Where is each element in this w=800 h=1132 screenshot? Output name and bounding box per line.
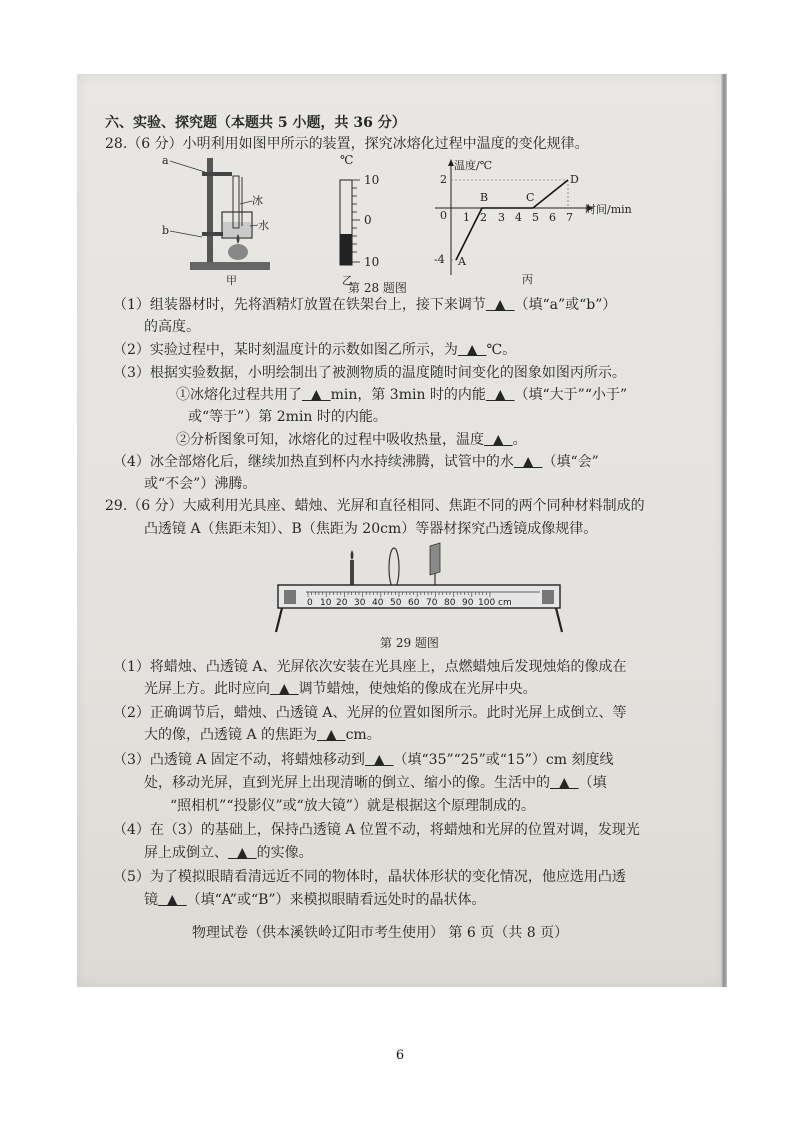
ruler-label-50: 50: [390, 598, 402, 608]
tick-minus10: 10: [364, 255, 380, 269]
q28-part3-2: ②分析图象可知，冰熔化的过程中吸收热量，温度 ▲ 。: [176, 432, 527, 448]
q29-part4: （4）在（3）的基础上，保持凸透镜 A 位置不动，将蜡烛和光屏的位置对调，发现光: [113, 822, 640, 838]
label-bing: 丙: [522, 273, 533, 286]
figure-optical-bench: [270, 540, 570, 635]
q28-part1: （1）组装器材时，先将酒精灯放置在铁架台上，接下来调节 ▲ （填“a”或“b”）: [113, 297, 617, 313]
x-tick-5: 5: [532, 211, 539, 224]
x-tick-7: 7: [566, 211, 573, 224]
label-yi: 乙: [342, 274, 353, 287]
answer-blank[interactable]: ▲: [270, 681, 299, 697]
q29-intro-line1: 29.（6 分）大威利用光具座、蜡烛、光屏和直径相同、焦距不同的两个同种材料制成的: [105, 498, 645, 514]
q29-part5: （5）为了模拟眼睛看清远近不同的物体时，晶状体形状的变化情况，他应选用凸透: [113, 869, 626, 885]
q29-part1-cont: 光屏上方。此时应向 ▲ 调节蜡烛，使烛焰的像成在光屏中央。: [144, 681, 537, 697]
label-celsius: ℃: [340, 153, 354, 167]
point-B: B: [480, 191, 489, 204]
q29-part4-cont: 屏上成倒立、 ▲ 的实像。: [144, 845, 313, 861]
label-b: b: [162, 224, 170, 237]
y-tick-0: 0: [440, 209, 447, 222]
answer-blank[interactable]: ▲: [158, 892, 187, 908]
tick-10: 10: [364, 173, 380, 187]
answer-blank[interactable]: ▲: [550, 775, 579, 791]
ruler-label-70: 70: [426, 598, 438, 608]
x-tick-4: 4: [515, 211, 522, 224]
point-A: A: [458, 255, 466, 268]
y-axis-label: 温度/℃: [454, 159, 493, 172]
q29-part2-cont: 大的像，凸透镜 A 的焦距为 ▲ cm。: [144, 727, 381, 743]
ruler-label-20: 20: [336, 598, 348, 608]
q29-part2: （2）正确调节后，蜡烛、凸透镜 A、光屏的位置如图所示。此时光屏上成倒立、等: [113, 705, 627, 721]
x-tick-6: 6: [549, 211, 556, 224]
tick-0: 0: [364, 213, 372, 227]
ruler-label-0: 0: [307, 598, 313, 608]
x-tick-2: 2: [480, 211, 487, 224]
q29-intro-line2: 凸透镜 A（焦距未知）、B（焦距为 20cm）等器材探究凸透镜成像规律。: [144, 521, 598, 537]
label-water: 水: [258, 219, 269, 232]
answer-blank[interactable]: ▲: [364, 752, 394, 768]
label-ice: 冰: [252, 194, 263, 207]
section-title: 六、实验、探究题（本题共 5 小题，共 36 分）: [105, 115, 406, 131]
y-tick-minus4: -4: [434, 253, 445, 266]
ruler-label-90: 90: [462, 598, 474, 608]
page-number: 6: [395, 1048, 405, 1063]
y-tick-2: 2: [440, 173, 447, 186]
q28-part3: （3）根据实验数据，小明绘制出了被测物质的温度随时间变化的图象如图丙所示。: [113, 365, 626, 381]
answer-blank[interactable]: ▲: [228, 845, 257, 861]
ruler-label-80: 80: [444, 598, 456, 608]
x-tick-3: 3: [498, 211, 505, 224]
point-C: C: [526, 191, 535, 204]
page-footer: 物理试卷（供本溪铁岭辽阳市考生使用） 第 6 页（共 8 页）: [192, 925, 569, 941]
label-a: a: [162, 154, 169, 167]
label-jia: 甲: [226, 274, 237, 287]
answer-blank[interactable]: ▲: [317, 727, 346, 743]
q29-part3: （3）凸透镜 A 固定不动，将蜡烛移动到 ▲ （填“35”“25”或“15”）cm 刻度线: [113, 752, 614, 768]
q28-part4: （4）冰全部熔化后，继续加热直到杯内水持续沸腾，试管中的水 ▲ （填“会”: [113, 454, 599, 470]
ruler-label-10: 10: [320, 598, 332, 608]
answer-blank[interactable]: ▲: [485, 297, 515, 313]
q29-part1: （1）将蜡烛、凸透镜 A、光屏依次安装在光具座上，点燃蜡烛后发现烛焰的像成在: [113, 659, 627, 675]
q29-caption: 第 29 题图: [380, 636, 439, 650]
x-tick-1: 1: [463, 211, 470, 224]
answer-blank[interactable]: ▲: [485, 387, 515, 403]
figure-temperature-graph: [430, 155, 675, 290]
ruler-label-60: 60: [408, 598, 420, 608]
page-edge: [721, 74, 727, 987]
q28-part2: （2）实验过程中，某时刻温度计的示数如图乙所示，为 ▲ ℃。: [113, 342, 517, 358]
q28-part4-cont: 或“不会”）沸腾。: [144, 476, 257, 492]
ruler-label-100: 100 cm: [478, 598, 512, 608]
answer-blank[interactable]: ▲: [513, 454, 543, 470]
figure-apparatus: [160, 152, 285, 287]
q29-part3-cont2: “照相机”“投影仪”或“放大镜”）就是根据这个原理制成的。: [170, 798, 535, 814]
q28-part1-cont: 的高度。: [144, 319, 200, 335]
q29-part5-cont: 镜 ▲ （填“A”或“B”）来模拟眼睛看远处时的晶状体。: [144, 892, 486, 908]
figure-thermometer: [330, 150, 390, 290]
answer-blank[interactable]: ▲: [302, 387, 331, 403]
q28-caption: 第 28 题图: [348, 281, 407, 295]
q28-part3-1: ①冰熔化过程共用了 ▲ min，第 3min 时的内能 ▲ （填“大于”“小于”: [176, 387, 628, 403]
ruler-label-30: 30: [354, 598, 366, 608]
ruler-label-40: 40: [372, 598, 384, 608]
answer-blank[interactable]: ▲: [484, 432, 513, 448]
q29-part3-cont: 处，移动光屏，直到光屏上出现清晰的倒立、缩小的像。生活中的 ▲ （填: [144, 775, 607, 791]
answer-blank[interactable]: ▲: [457, 342, 487, 358]
q28-intro: 28.（6 分）小明利用如图甲所示的装置，探究冰熔化过程中温度的变化规律。: [105, 136, 589, 152]
point-D: D: [570, 173, 579, 186]
x-axis-label: 时间/min: [585, 203, 632, 216]
q28-part3-1-cont: 或“等于”）第 2min 时的内能。: [188, 409, 387, 425]
